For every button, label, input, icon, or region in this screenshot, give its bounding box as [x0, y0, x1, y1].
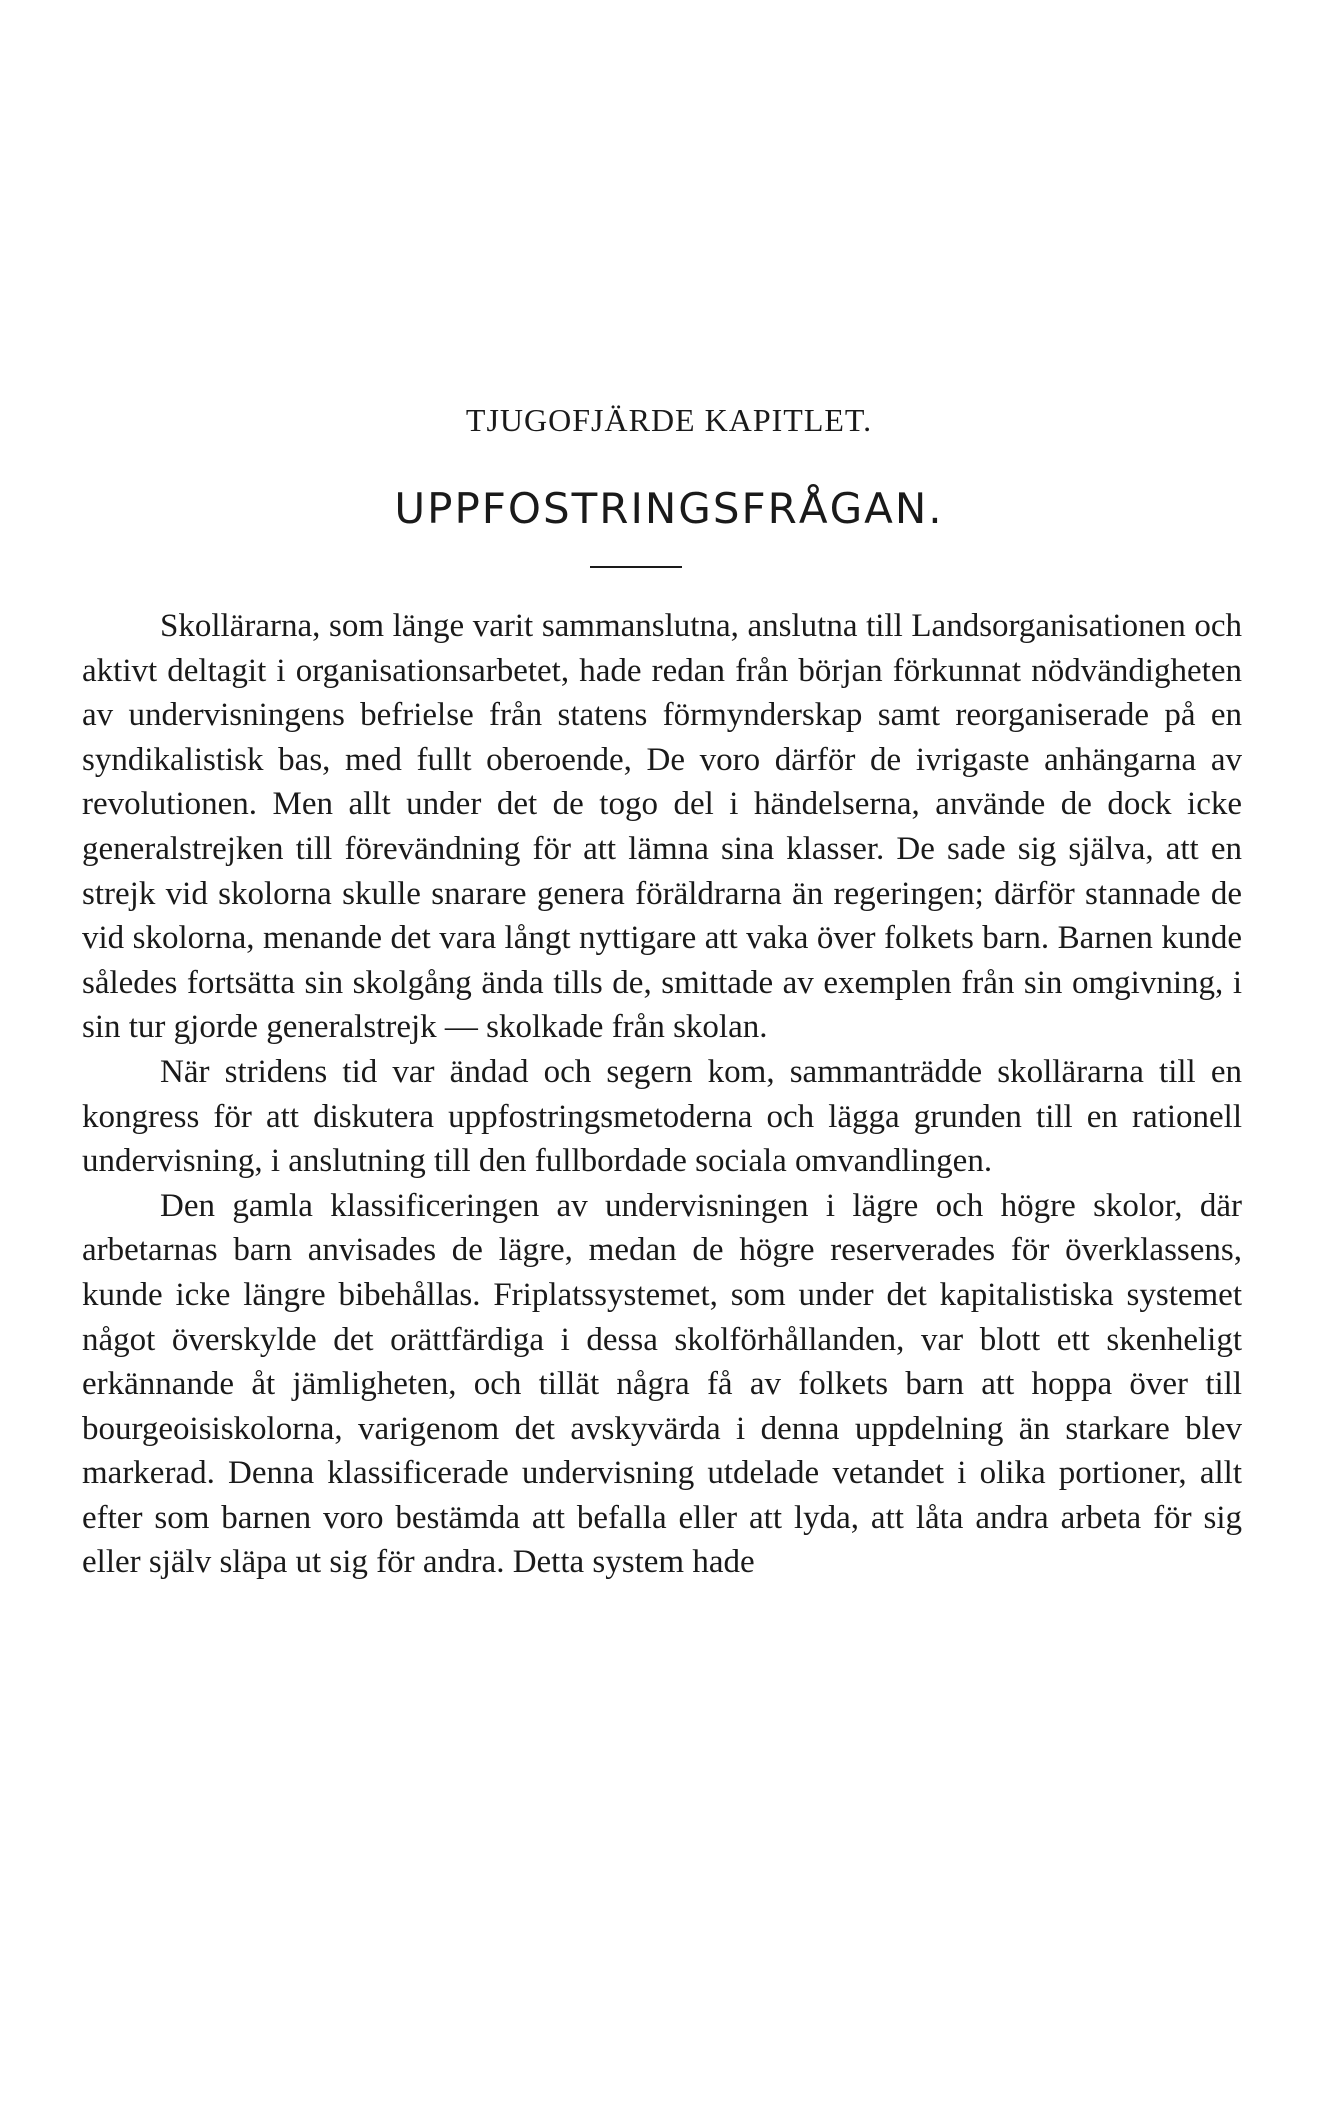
paragraph: När stridens tid var ändad och segern kom, sammanträdde skollärarna till en kongress för att diskutera uppfostringsmetoderna och lägga grunden till en rationell undervisning, i anslutning till den fullbordade sociala omvandlingen.	[82, 1053, 1242, 1180]
body-text	[82, 604, 1242, 1585]
paragraph: Den gamla klassificeringen av undervisningen i lägre och högre skolor, där arbetarnas barn anvisades de lägre, medan de högre reserverades för överklassens, kunde icke längre bibehållas. Friplatssystemet, som under det kapitalistiska systemet något överskylde det orättfärdiga i dessa skolförhållanden, var blott ett skenheligt erkännande åt jämligheten, och tillät några få av folkets barn att hoppa över till bourgeoisiskolorna, varigenom det avskyvärda i denna uppdelning än starkare blev markerad. Denna klassificerade undervisning utdelade vetandet i olika portioner, allt efter som barnen voro bestämda att befalla eller att lyda, att låta andra arbeta för sig eller själv släpa ut sig för andra. Detta system hade	[82, 1187, 1242, 1581]
paragraph: Skollärarna, som länge varit sammanslutna, anslutna till Landsorganisationen och aktivt deltagit i organisationsarbetet, hade redan från början förkunnat nödvändigheten av undervisningens befrielse från statens förmynderskap samt reorganiserade på en syndikalistisk bas, med fullt oberoende, De voro därför de ivrigaste anhängarna av revolutionen. Men allt under det de togo del i händelserna, använde de dock icke generalstrejken till förevändning för att lämna sina klasser. De sade sig själva, att en strejk vid skolorna skulle snarare genera föräldrarna än regeringen; därför stannade de vid skolorna, menande det vara långt nyttigare att vaka över folkets barn. Barnen kunde således fortsätta sin skolgång ända tills de, smittade av exemplen från sin omgivning, i sin tur gjorde generalstrejk — skolkade från skolan.	[82, 608, 1242, 1046]
chapter-title: UPPFOSTRINGSFRÅGAN.	[394, 484, 944, 533]
title-divider	[590, 566, 682, 568]
chapter-label: TJUGOFJÄRDE KAPITLET.	[465, 402, 873, 438]
